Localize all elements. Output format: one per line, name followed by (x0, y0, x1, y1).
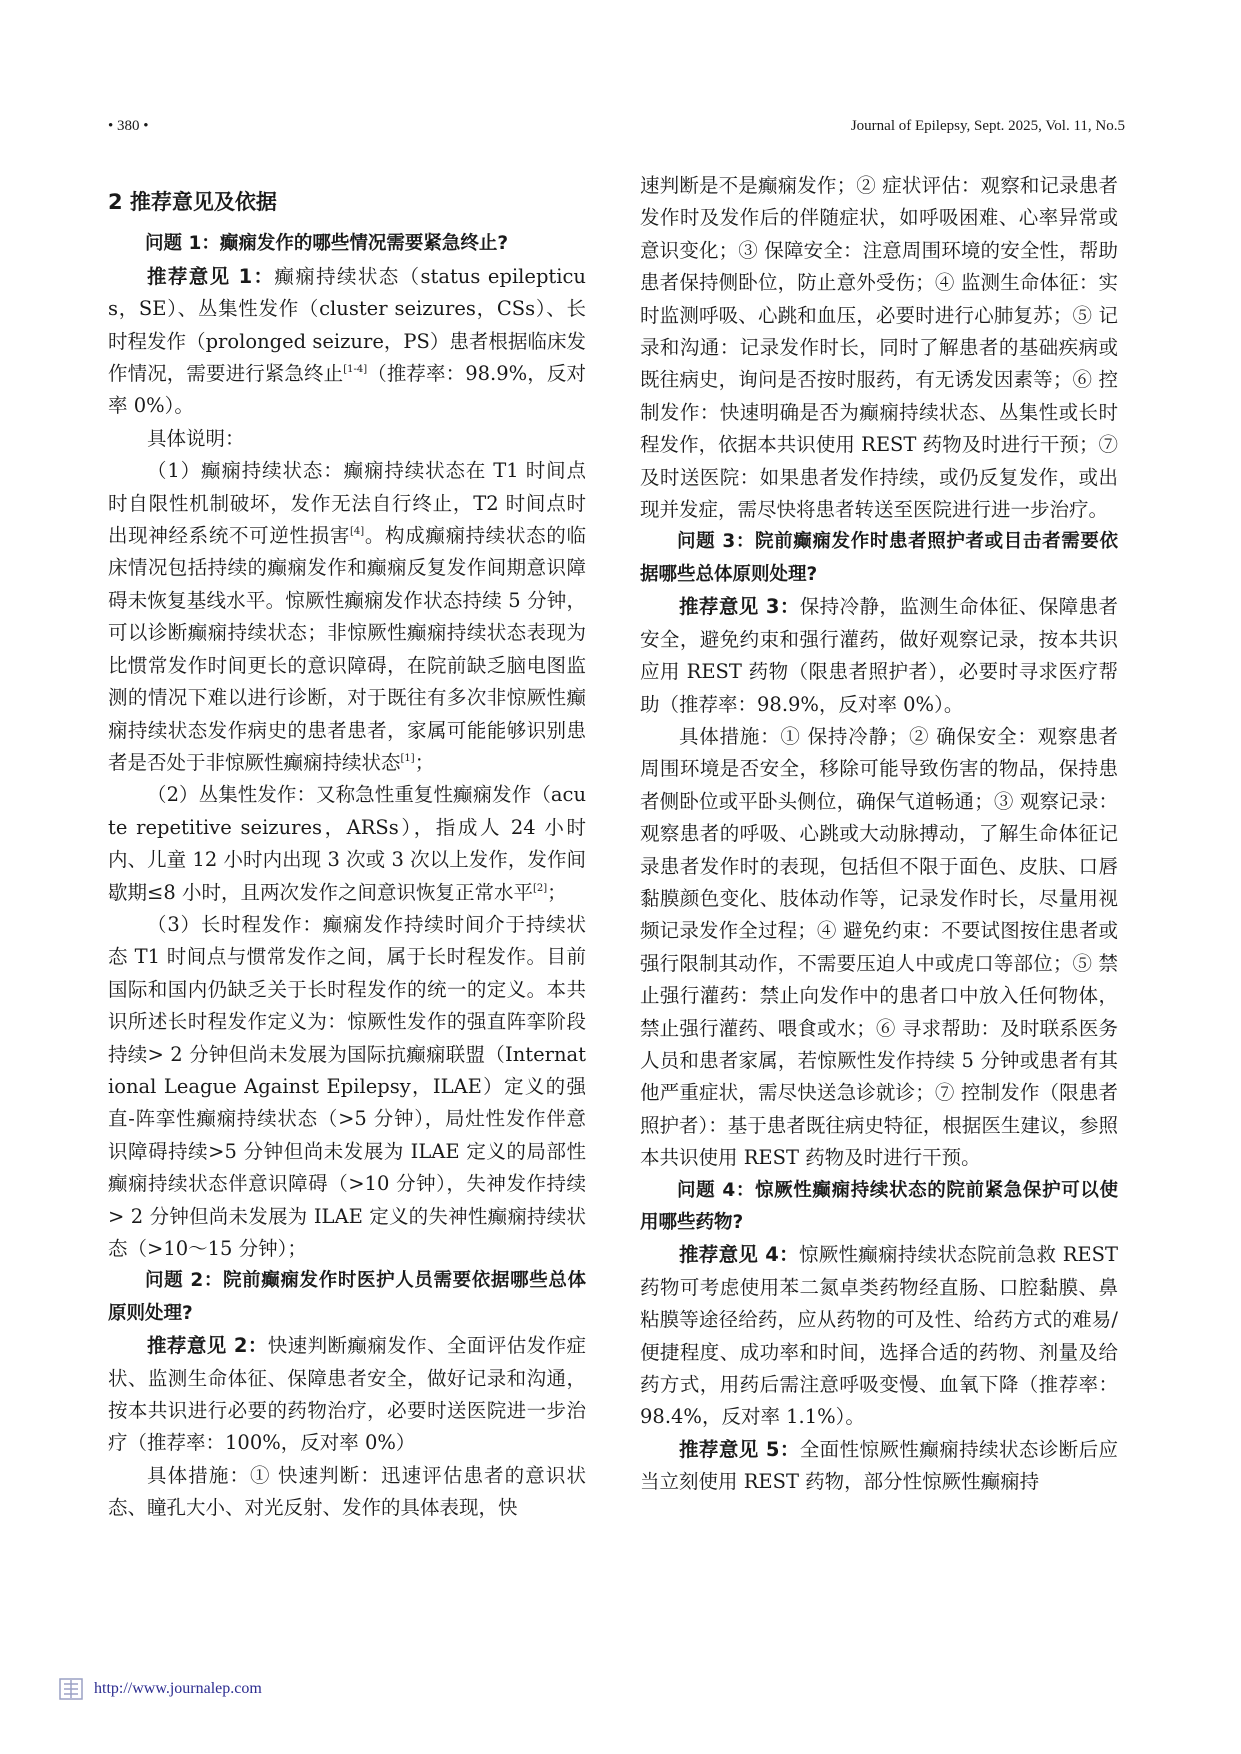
right-column (640, 170, 1118, 1499)
measures-2: 具体措施：① 快速判断：迅速评估患者的意识状态、瞳孔大小、对光反射、发作的具体表现，快 (108, 1463, 586, 1520)
para-prolonged-seizure: （3）长时程发作：癫痫发作持续时间介于持续状态 T1 时间点与惯常发作之间，属于长时程发作。目前国际和国内仍缺乏关于长时程发作的统一的定义。本共识所述长时程发作定义为：惊厥性发作的强直阵挛阶段持续> 2 分钟但尚未发展为国际抗癫痫联盟（International League Against Epilepsy，ILAE）定义的强直-阵挛性癫痫持续状态（>5 分钟），局灶性发作伴意识障碍持续>5 分钟但尚未发展为 ILAE 定义的局部性癫痫持续状态伴意识障碍（>10 分钟），失神发作持续> 2 分钟但尚未发展为 ILAE 定义的失神性癫痫持续状态（>10～15 分钟）； (108, 912, 586, 1260)
rec-1-tail: （推荐率：98.9%，反对率 0%）。 (108, 362, 586, 418)
para-1b: 。构成癫痫持续状态的临床情况包括持续的癫痫发作和癫痫反复发作间期意识障碍未恢复基线水平。惊厥性癫痫发作状态持续 5 分钟，可以诊断癫痫持续状态；非惊厥性癫痫持续状态表现为比惯常发作时间更长的意识障碍，在院前缺乏脑电图监测的情况下难以进行诊断，对于既往有多次非惊厥性癫痫持续状态发作病史的患者患者，家属可能能够识别患者是否处于非惊厥性癫痫持续状态 (108, 524, 586, 774)
recommendation-3 (640, 591, 1118, 721)
question-4: 问题 4：惊厥性癫痫持续状态的院前紧急保护可以使用哪些药物? (640, 1179, 1118, 1233)
page-header (108, 118, 1125, 140)
citation-ref[interactable]: [2] (532, 882, 548, 894)
question-3: 问题 3：院前癫痫发作时患者照护者或目击者需要依据哪些总体原则处理? (640, 531, 1118, 585)
recommendation-1 (108, 261, 586, 423)
para-cluster-seizures (108, 779, 586, 909)
para-2: （2）丛集性发作：又称急性重复性癫痫发作（acute repetitive seizures，ARSs），指成人 24 小时内、儿童 12 小时内出现 3 次或 3 次以上发作，发作间歇期≤8 小时，且两次发作之间意识恢复正常水平 (108, 783, 586, 904)
rec-5-label: 推荐意见 5： (679, 1437, 800, 1461)
rec-4-text: 惊厥性癫痫持续状态院前急救 REST 药物可考虑使用苯二氮卓类药物经直肠、口腔黏膜、鼻粘膜等途径给药，应从药物的可及性、给药方式的难易/便捷程度、成功率和时间，选择合适的药物、剂量及给药方式，用药后需注意呼吸变慢、血氧下降（推荐率：98.4%，反对率 1.1%）。 (640, 1243, 1119, 1429)
rec-2-label: 推荐意见 2： (147, 1334, 268, 1358)
journal-url-link[interactable]: http://www.journalep.com (94, 1680, 262, 1697)
citation-ref[interactable]: [1-4] (343, 364, 368, 376)
recommendation-4 (640, 1239, 1118, 1433)
measures-3: 具体措施：① 保持冷静；② 确保安全：观察患者周围环境是否安全，移除可能导致伤害的物品，保持患者侧卧位或平卧头侧位，确保气道畅通；③ 观察记录：观察患者的呼吸、心跳或大动脉搏动，了解生命体征记录患者发作时的表现，包括但不限于面色、皮肤、口唇黏膜颜色变化、肢体动作等，记录发作时长，尽量用视频记录发作全过程；④ 避免约束：不要试图按住患者或强行限制其动作，不需要压迫人中或虎口等部位；⑤ 禁止强行灌药：禁止向发作中的患者口中放入任何物体，禁止强行灌药、喂食或水；⑥ 寻求帮助：及时联系医务人员和患者家属，若惊厥性发作持续 5 分钟或患者有其他严重症状，需尽快送急诊就诊；⑦ 控制发作（限患者照护者）：基于患者既往病史特征，根据医生建议，参照本共识使用 REST 药物及时进行干预。 (640, 724, 1118, 1170)
page-number: • 380 • (108, 118, 149, 134)
journal-citation: Journal of Epilepsy, Sept. 2025, Vol. 11, No.5 (850, 118, 1125, 134)
page-footer (58, 1676, 262, 1702)
recommendation-2 (108, 1330, 586, 1460)
para-2-tail: ； (547, 880, 567, 904)
para-status-epilepticus (108, 455, 586, 779)
citation-ref[interactable]: [1] (400, 752, 415, 764)
para-1c: ； (414, 750, 435, 774)
rec-1-text: 癫痫持续状态（status epilepticus，SE）、丛集性发作（cluster seizures，CSs）、长时程发作（prolonged seizure，PS）患者根据临床发作情况，需要进行紧急终止 (108, 264, 586, 386)
para-1a: （1）癫痫持续状态：癫痫持续状态在 T1 时间点时自限性机制破坏，发作无法自行终止，T2 时间点时出现神经系统不可逆性损害 (108, 459, 586, 548)
spec-heading: 具体说明： (147, 426, 245, 450)
rec-5-text: 全面性惊厥性癫痫持续状态诊断后应当立刻使用 REST 药物，部分性惊厥性癫痫持 (640, 1437, 1118, 1494)
recommendation-5 (640, 1434, 1118, 1499)
section-title: 2 推荐意见及依据 (108, 190, 277, 214)
rec-4-label: 推荐意见 4： (679, 1243, 799, 1267)
rec-2-text: 快速判断癫痫发作、全面评估发作症状、监测生命体征、保障患者安全，做好记录和沟通，按本共识进行必要的药物治疗，必要时送医院进一步治疗（推荐率：100%，反对率 0%） (108, 1334, 586, 1455)
question-2: 问题 2：院前癫痫发作时医护人员需要依据哪些总体原则处理? (108, 1270, 586, 1324)
left-column (108, 172, 586, 1525)
question-1: 问题 1：癫痫发作的哪些情况需要紧急终止? (145, 233, 509, 255)
citation-ref[interactable]: [4] (349, 526, 365, 538)
rec-1-label: 推荐意见 1： (147, 264, 275, 288)
rec-3-label: 推荐意见 3： (679, 595, 800, 619)
journal-logo-icon (58, 1676, 84, 1702)
rec-3-text: 保持冷静，监测生命体征、保障患者安全，避免约束和强行灌药，做好观察记录，按本共识应用 REST 药物（限患者照护者），必要时寻求医疗帮助（推荐率：98.9%，反对率 0%）。 (640, 595, 1118, 716)
measures-2-continued: 速判断是不是癫痫发作；② 症状评估：观察和记录患者发作时及发作后的伴随症状，如呼吸困难、心率异常或意识变化；③ 保障安全：注意周围环境的安全性，帮助患者保持侧卧位，防止意外受伤；④ 监测生命体征：实时监测呼吸、心跳和血压，必要时进行心肺复苏；⑤ 记录和沟通：记录发作时长，同时了解患者的基础疾病或既往病史，询问是否按时服药，有无诱发因素等；⑥ 控制发作：快速明确是否为癫痫持续状态、丛集性或长时程发作，依据本共识使用 REST 药物及时进行干预；⑦ 及时送医院：如果患者发作持续，或仍反复发作，或出现并发症，需尽快将患者转送至医院进行进一步治疗。 (640, 174, 1118, 522)
